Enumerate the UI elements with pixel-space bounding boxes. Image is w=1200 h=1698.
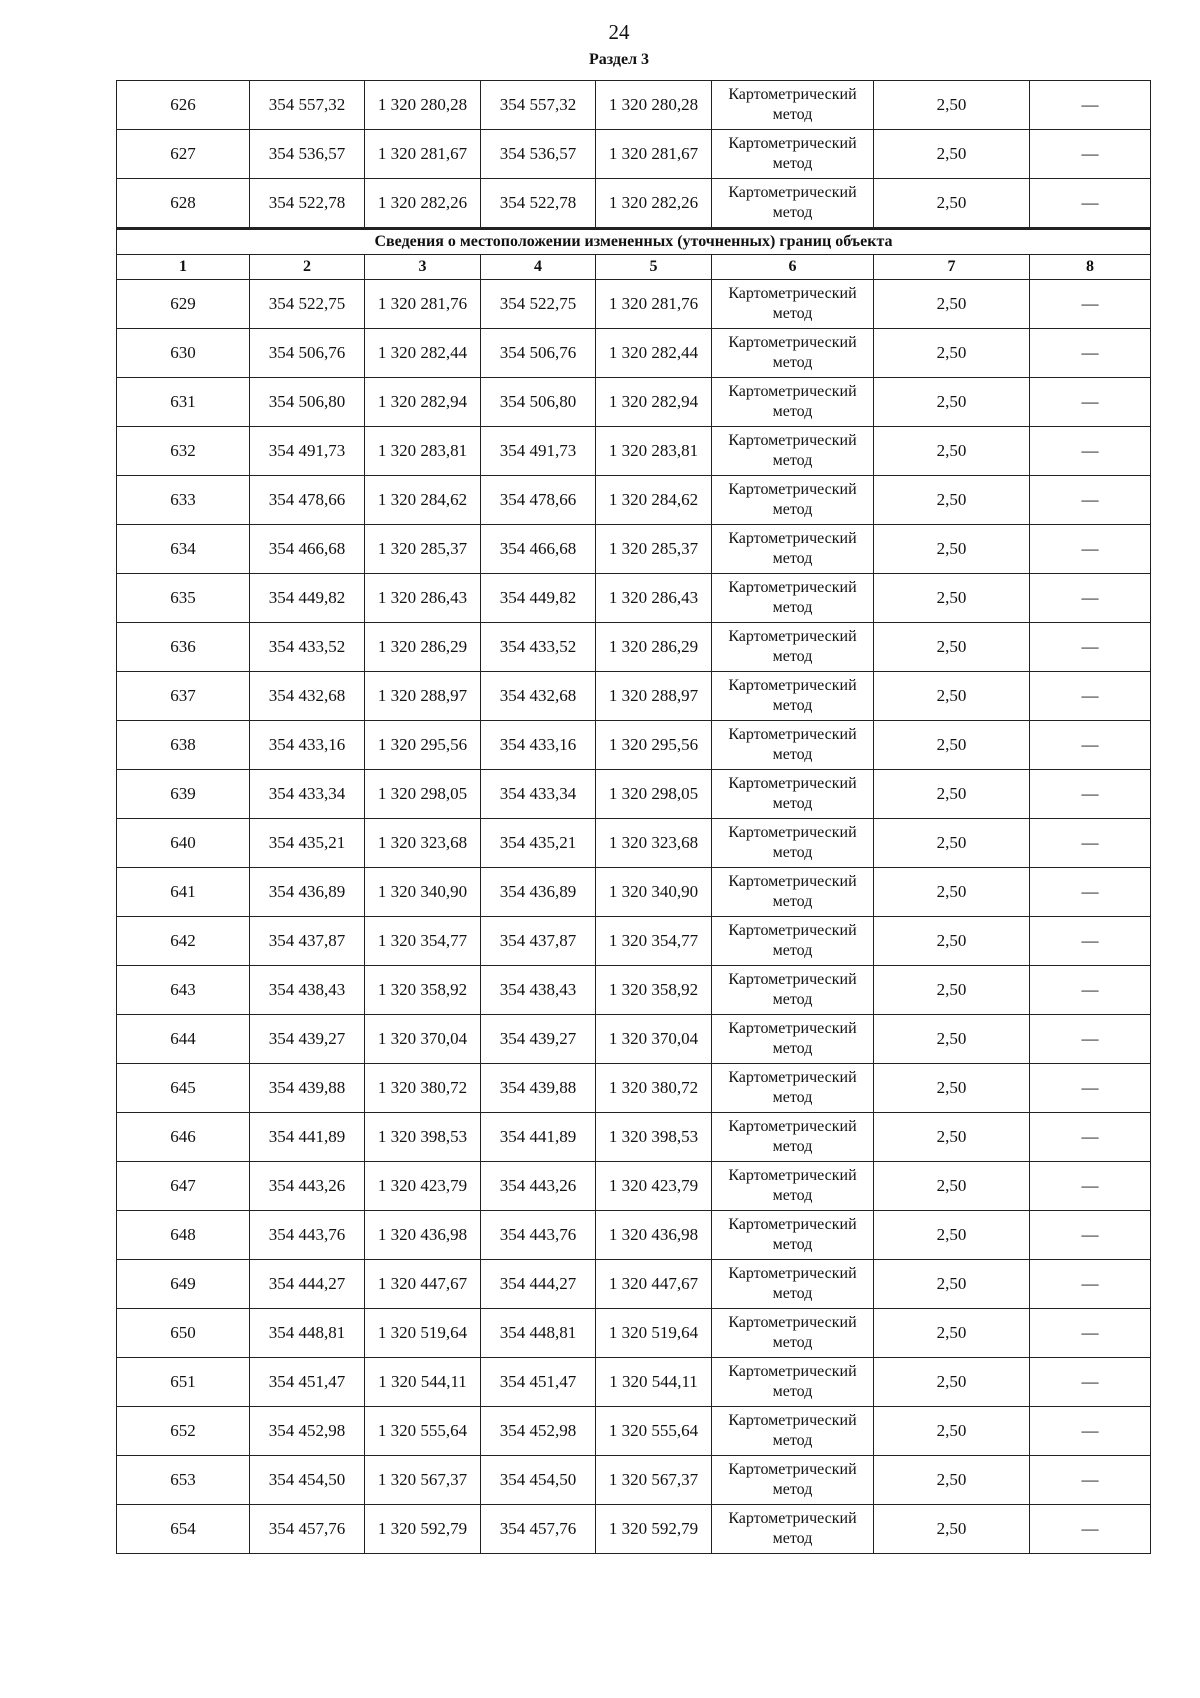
table-row	[117, 672, 1151, 721]
description-cell: —	[1030, 868, 1151, 917]
column-number: 1	[117, 255, 250, 280]
accuracy-cell: 2,50	[874, 966, 1030, 1015]
x-existing-cell: 354 433,16	[250, 721, 365, 770]
accuracy-cell: 2,50	[874, 1456, 1030, 1505]
y-existing-cell: 1 320 323,68	[365, 819, 481, 868]
description-cell: —	[1030, 917, 1151, 966]
method-cell: Картометрический метод	[712, 672, 874, 721]
y-existing-cell: 1 320 567,37	[365, 1456, 481, 1505]
x-new-cell: 354 506,76	[481, 329, 596, 378]
accuracy-cell: 2,50	[874, 1211, 1030, 1260]
y-new-cell: 1 320 282,94	[596, 378, 712, 427]
table-row	[117, 1309, 1151, 1358]
description-cell: —	[1030, 1015, 1151, 1064]
x-existing-cell: 354 438,43	[250, 966, 365, 1015]
description-cell: —	[1030, 81, 1151, 130]
x-new-cell: 354 433,34	[481, 770, 596, 819]
point-number-cell: 626	[117, 81, 250, 130]
method-cell: Картометрический метод	[712, 525, 874, 574]
table-row	[117, 1015, 1151, 1064]
y-existing-cell: 1 320 398,53	[365, 1113, 481, 1162]
description-cell: —	[1030, 623, 1151, 672]
description-cell: —	[1030, 427, 1151, 476]
description-cell: —	[1030, 329, 1151, 378]
method-cell: Картометрический метод	[712, 378, 874, 427]
method-cell: Картометрический метод	[712, 1113, 874, 1162]
x-existing-cell: 354 433,34	[250, 770, 365, 819]
table-row	[117, 868, 1151, 917]
y-existing-cell: 1 320 295,56	[365, 721, 481, 770]
y-new-cell: 1 320 286,43	[596, 574, 712, 623]
x-existing-cell: 354 506,80	[250, 378, 365, 427]
table-row	[117, 427, 1151, 476]
accuracy-cell: 2,50	[874, 1260, 1030, 1309]
y-existing-cell: 1 320 436,98	[365, 1211, 481, 1260]
method-cell: Картометрический метод	[712, 1358, 874, 1407]
accuracy-cell: 2,50	[874, 130, 1030, 179]
section-title: Раздел 3	[588, 51, 650, 68]
x-new-cell: 354 435,21	[481, 819, 596, 868]
method-cell: Картометрический метод	[712, 1309, 874, 1358]
point-number-cell: 639	[117, 770, 250, 819]
y-existing-cell: 1 320 280,28	[365, 81, 481, 130]
x-new-cell: 354 457,76	[481, 1505, 596, 1554]
x-existing-cell: 354 432,68	[250, 672, 365, 721]
accuracy-cell: 2,50	[874, 721, 1030, 770]
x-existing-cell: 354 557,32	[250, 81, 365, 130]
x-new-cell: 354 444,27	[481, 1260, 596, 1309]
y-existing-cell: 1 320 340,90	[365, 868, 481, 917]
x-new-cell: 354 438,43	[481, 966, 596, 1015]
table-row	[117, 574, 1151, 623]
method-cell: Картометрический метод	[712, 329, 874, 378]
y-new-cell: 1 320 447,67	[596, 1260, 712, 1309]
x-new-cell: 354 522,75	[481, 280, 596, 329]
method-cell: Картометрический метод	[712, 476, 874, 525]
x-existing-cell: 354 443,76	[250, 1211, 365, 1260]
table-row	[117, 1456, 1151, 1505]
y-existing-cell: 1 320 354,77	[365, 917, 481, 966]
y-existing-cell: 1 320 358,92	[365, 966, 481, 1015]
point-number-cell: 636	[117, 623, 250, 672]
table-row	[117, 525, 1151, 574]
x-existing-cell: 354 444,27	[250, 1260, 365, 1309]
y-existing-cell: 1 320 519,64	[365, 1309, 481, 1358]
accuracy-cell: 2,50	[874, 525, 1030, 574]
point-number-cell: 634	[117, 525, 250, 574]
x-new-cell: 354 557,32	[481, 81, 596, 130]
accuracy-cell: 2,50	[874, 1162, 1030, 1211]
method-cell: Картометрический метод	[712, 1211, 874, 1260]
accuracy-cell: 2,50	[874, 378, 1030, 427]
x-new-cell: 354 443,26	[481, 1162, 596, 1211]
accuracy-cell: 2,50	[874, 1407, 1030, 1456]
x-existing-cell: 354 506,76	[250, 329, 365, 378]
x-existing-cell: 354 536,57	[250, 130, 365, 179]
method-cell: Картометрический метод	[712, 770, 874, 819]
y-existing-cell: 1 320 281,67	[365, 130, 481, 179]
y-existing-cell: 1 320 282,94	[365, 378, 481, 427]
description-cell: —	[1030, 476, 1151, 525]
accuracy-cell: 2,50	[874, 672, 1030, 721]
x-existing-cell: 354 439,27	[250, 1015, 365, 1064]
table-row	[117, 130, 1151, 179]
y-new-cell: 1 320 398,53	[596, 1113, 712, 1162]
y-new-cell: 1 320 281,67	[596, 130, 712, 179]
section-heading: Сведения о местоположении измененных (уточненных) границ объекта	[117, 229, 1151, 255]
table-row	[117, 280, 1151, 329]
y-existing-cell: 1 320 281,76	[365, 280, 481, 329]
x-new-cell: 354 466,68	[481, 525, 596, 574]
method-cell: Картометрический метод	[712, 1456, 874, 1505]
column-numbers-row	[117, 255, 1151, 280]
y-new-cell: 1 320 281,76	[596, 280, 712, 329]
x-new-cell: 354 433,52	[481, 623, 596, 672]
point-number-cell: 651	[117, 1358, 250, 1407]
point-number-cell: 638	[117, 721, 250, 770]
method-cell: Картометрический метод	[712, 721, 874, 770]
x-new-cell: 354 436,89	[481, 868, 596, 917]
column-number: 7	[874, 255, 1030, 280]
column-number: 3	[365, 255, 481, 280]
point-number-cell: 643	[117, 966, 250, 1015]
method-cell: Картометрический метод	[712, 179, 874, 229]
description-cell: —	[1030, 1113, 1151, 1162]
y-new-cell: 1 320 298,05	[596, 770, 712, 819]
column-number: 5	[596, 255, 712, 280]
accuracy-cell: 2,50	[874, 329, 1030, 378]
table-section-heading	[117, 229, 1151, 280]
y-existing-cell: 1 320 592,79	[365, 1505, 481, 1554]
description-cell: —	[1030, 1358, 1151, 1407]
y-new-cell: 1 320 284,62	[596, 476, 712, 525]
accuracy-cell: 2,50	[874, 917, 1030, 966]
method-cell: Картометрический метод	[712, 1015, 874, 1064]
x-new-cell: 354 491,73	[481, 427, 596, 476]
y-new-cell: 1 320 544,11	[596, 1358, 712, 1407]
description-cell: —	[1030, 130, 1151, 179]
x-new-cell: 354 443,76	[481, 1211, 596, 1260]
y-existing-cell: 1 320 544,11	[365, 1358, 481, 1407]
description-cell: —	[1030, 525, 1151, 574]
x-existing-cell: 354 441,89	[250, 1113, 365, 1162]
description-cell: —	[1030, 280, 1151, 329]
x-new-cell: 354 449,82	[481, 574, 596, 623]
y-existing-cell: 1 320 447,67	[365, 1260, 481, 1309]
point-number-cell: 628	[117, 179, 250, 229]
y-existing-cell: 1 320 423,79	[365, 1162, 481, 1211]
x-new-cell: 354 439,88	[481, 1064, 596, 1113]
x-existing-cell: 354 439,88	[250, 1064, 365, 1113]
point-number-cell: 633	[117, 476, 250, 525]
point-number-cell: 642	[117, 917, 250, 966]
accuracy-cell: 2,50	[874, 623, 1030, 672]
y-new-cell: 1 320 288,97	[596, 672, 712, 721]
point-number-cell: 641	[117, 868, 250, 917]
y-new-cell: 1 320 592,79	[596, 1505, 712, 1554]
description-cell: —	[1030, 1064, 1151, 1113]
accuracy-cell: 2,50	[874, 427, 1030, 476]
y-new-cell: 1 320 370,04	[596, 1015, 712, 1064]
method-cell: Картометрический метод	[712, 280, 874, 329]
x-existing-cell: 354 457,76	[250, 1505, 365, 1554]
table-row	[117, 329, 1151, 378]
point-number-cell: 653	[117, 1456, 250, 1505]
y-new-cell: 1 320 555,64	[596, 1407, 712, 1456]
y-new-cell: 1 320 282,26	[596, 179, 712, 229]
method-cell: Картометрический метод	[712, 1260, 874, 1309]
method-cell: Картометрический метод	[712, 1064, 874, 1113]
point-number-cell: 627	[117, 130, 250, 179]
method-cell: Картометрический метод	[712, 1505, 874, 1554]
y-existing-cell: 1 320 380,72	[365, 1064, 481, 1113]
y-existing-cell: 1 320 555,64	[365, 1407, 481, 1456]
description-cell: —	[1030, 574, 1151, 623]
point-number-cell: 637	[117, 672, 250, 721]
y-new-cell: 1 320 380,72	[596, 1064, 712, 1113]
point-number-cell: 650	[117, 1309, 250, 1358]
method-cell: Картометрический метод	[712, 917, 874, 966]
y-new-cell: 1 320 295,56	[596, 721, 712, 770]
accuracy-cell: 2,50	[874, 179, 1030, 229]
method-cell: Картометрический метод	[712, 130, 874, 179]
point-number-cell: 652	[117, 1407, 250, 1456]
y-existing-cell: 1 320 284,62	[365, 476, 481, 525]
table-row	[117, 1358, 1151, 1407]
y-new-cell: 1 320 519,64	[596, 1309, 712, 1358]
description-cell: —	[1030, 1505, 1151, 1554]
accuracy-cell: 2,50	[874, 476, 1030, 525]
table-body-after	[117, 280, 1151, 1554]
accuracy-cell: 2,50	[874, 819, 1030, 868]
x-existing-cell: 354 435,21	[250, 819, 365, 868]
column-number: 6	[712, 255, 874, 280]
description-cell: —	[1030, 1260, 1151, 1309]
point-number-cell: 645	[117, 1064, 250, 1113]
description-cell: —	[1030, 1211, 1151, 1260]
x-new-cell: 354 451,47	[481, 1358, 596, 1407]
y-new-cell: 1 320 567,37	[596, 1456, 712, 1505]
y-existing-cell: 1 320 370,04	[365, 1015, 481, 1064]
accuracy-cell: 2,50	[874, 1015, 1030, 1064]
x-existing-cell: 354 452,98	[250, 1407, 365, 1456]
x-existing-cell: 354 522,75	[250, 280, 365, 329]
x-new-cell: 354 441,89	[481, 1113, 596, 1162]
point-number-cell: 646	[117, 1113, 250, 1162]
column-number: 8	[1030, 255, 1151, 280]
method-cell: Картометрический метод	[712, 868, 874, 917]
method-cell: Картометрический метод	[712, 1162, 874, 1211]
x-new-cell: 354 536,57	[481, 130, 596, 179]
coordinates-table	[116, 80, 1151, 1554]
x-existing-cell: 354 448,81	[250, 1309, 365, 1358]
point-number-cell: 640	[117, 819, 250, 868]
x-new-cell: 354 432,68	[481, 672, 596, 721]
y-existing-cell: 1 320 286,29	[365, 623, 481, 672]
x-existing-cell: 354 491,73	[250, 427, 365, 476]
accuracy-cell: 2,50	[874, 868, 1030, 917]
point-number-cell: 629	[117, 280, 250, 329]
table-row	[117, 81, 1151, 130]
table-body-before	[117, 81, 1151, 229]
description-cell: —	[1030, 672, 1151, 721]
accuracy-cell: 2,50	[874, 1113, 1030, 1162]
page-number: 24	[608, 20, 630, 44]
table-row	[117, 770, 1151, 819]
table-row	[117, 819, 1151, 868]
x-new-cell: 354 478,66	[481, 476, 596, 525]
description-cell: —	[1030, 378, 1151, 427]
accuracy-cell: 2,50	[874, 1505, 1030, 1554]
table-row	[117, 721, 1151, 770]
y-existing-cell: 1 320 288,97	[365, 672, 481, 721]
accuracy-cell: 2,50	[874, 770, 1030, 819]
description-cell: —	[1030, 179, 1151, 229]
x-new-cell: 354 448,81	[481, 1309, 596, 1358]
x-existing-cell: 354 437,87	[250, 917, 365, 966]
x-existing-cell: 354 454,50	[250, 1456, 365, 1505]
method-cell: Картометрический метод	[712, 574, 874, 623]
accuracy-cell: 2,50	[874, 574, 1030, 623]
y-new-cell: 1 320 280,28	[596, 81, 712, 130]
method-cell: Картометрический метод	[712, 81, 874, 130]
table-row	[117, 1211, 1151, 1260]
point-number-cell: 648	[117, 1211, 250, 1260]
x-existing-cell: 354 522,78	[250, 179, 365, 229]
column-number: 4	[481, 255, 596, 280]
y-new-cell: 1 320 323,68	[596, 819, 712, 868]
y-existing-cell: 1 320 283,81	[365, 427, 481, 476]
description-cell: —	[1030, 770, 1151, 819]
description-cell: —	[1030, 1309, 1151, 1358]
method-cell: Картометрический метод	[712, 819, 874, 868]
table-row	[117, 476, 1151, 525]
method-cell: Картометрический метод	[712, 623, 874, 672]
accuracy-cell: 2,50	[874, 1358, 1030, 1407]
x-new-cell: 354 433,16	[481, 721, 596, 770]
x-new-cell: 354 437,87	[481, 917, 596, 966]
method-cell: Картометрический метод	[712, 966, 874, 1015]
x-existing-cell: 354 478,66	[250, 476, 365, 525]
x-new-cell: 354 452,98	[481, 1407, 596, 1456]
y-existing-cell: 1 320 282,26	[365, 179, 481, 229]
x-existing-cell: 354 451,47	[250, 1358, 365, 1407]
description-cell: —	[1030, 721, 1151, 770]
y-new-cell: 1 320 358,92	[596, 966, 712, 1015]
column-number: 2	[250, 255, 365, 280]
table-row	[117, 378, 1151, 427]
method-cell: Картометрический метод	[712, 427, 874, 476]
table-row	[117, 1162, 1151, 1211]
accuracy-cell: 2,50	[874, 1309, 1030, 1358]
point-number-cell: 630	[117, 329, 250, 378]
x-new-cell: 354 439,27	[481, 1015, 596, 1064]
y-existing-cell: 1 320 282,44	[365, 329, 481, 378]
point-number-cell: 647	[117, 1162, 250, 1211]
description-cell: —	[1030, 819, 1151, 868]
table-row	[117, 1064, 1151, 1113]
x-existing-cell: 354 449,82	[250, 574, 365, 623]
x-existing-cell: 354 443,26	[250, 1162, 365, 1211]
point-number-cell: 644	[117, 1015, 250, 1064]
accuracy-cell: 2,50	[874, 280, 1030, 329]
description-cell: —	[1030, 1407, 1151, 1456]
table-row	[117, 179, 1151, 229]
x-existing-cell: 354 466,68	[250, 525, 365, 574]
table-row	[117, 1505, 1151, 1554]
table-row	[117, 1113, 1151, 1162]
y-new-cell: 1 320 283,81	[596, 427, 712, 476]
y-new-cell: 1 320 282,44	[596, 329, 712, 378]
y-existing-cell: 1 320 298,05	[365, 770, 481, 819]
point-number-cell: 631	[117, 378, 250, 427]
y-new-cell: 1 320 423,79	[596, 1162, 712, 1211]
table-row	[117, 1260, 1151, 1309]
point-number-cell: 632	[117, 427, 250, 476]
point-number-cell: 654	[117, 1505, 250, 1554]
section-heading-row	[117, 229, 1151, 255]
y-new-cell: 1 320 436,98	[596, 1211, 712, 1260]
x-existing-cell: 354 436,89	[250, 868, 365, 917]
y-new-cell: 1 320 340,90	[596, 868, 712, 917]
x-new-cell: 354 506,80	[481, 378, 596, 427]
x-new-cell: 354 522,78	[481, 179, 596, 229]
y-new-cell: 1 320 286,29	[596, 623, 712, 672]
table-row	[117, 1407, 1151, 1456]
point-number-cell: 649	[117, 1260, 250, 1309]
description-cell: —	[1030, 1162, 1151, 1211]
table-row	[117, 966, 1151, 1015]
y-existing-cell: 1 320 286,43	[365, 574, 481, 623]
accuracy-cell: 2,50	[874, 81, 1030, 130]
description-cell: —	[1030, 1456, 1151, 1505]
y-new-cell: 1 320 285,37	[596, 525, 712, 574]
x-existing-cell: 354 433,52	[250, 623, 365, 672]
table-row	[117, 623, 1151, 672]
y-existing-cell: 1 320 285,37	[365, 525, 481, 574]
accuracy-cell: 2,50	[874, 1064, 1030, 1113]
method-cell: Картометрический метод	[712, 1407, 874, 1456]
y-new-cell: 1 320 354,77	[596, 917, 712, 966]
point-number-cell: 635	[117, 574, 250, 623]
table-row	[117, 917, 1151, 966]
x-new-cell: 354 454,50	[481, 1456, 596, 1505]
description-cell: —	[1030, 966, 1151, 1015]
